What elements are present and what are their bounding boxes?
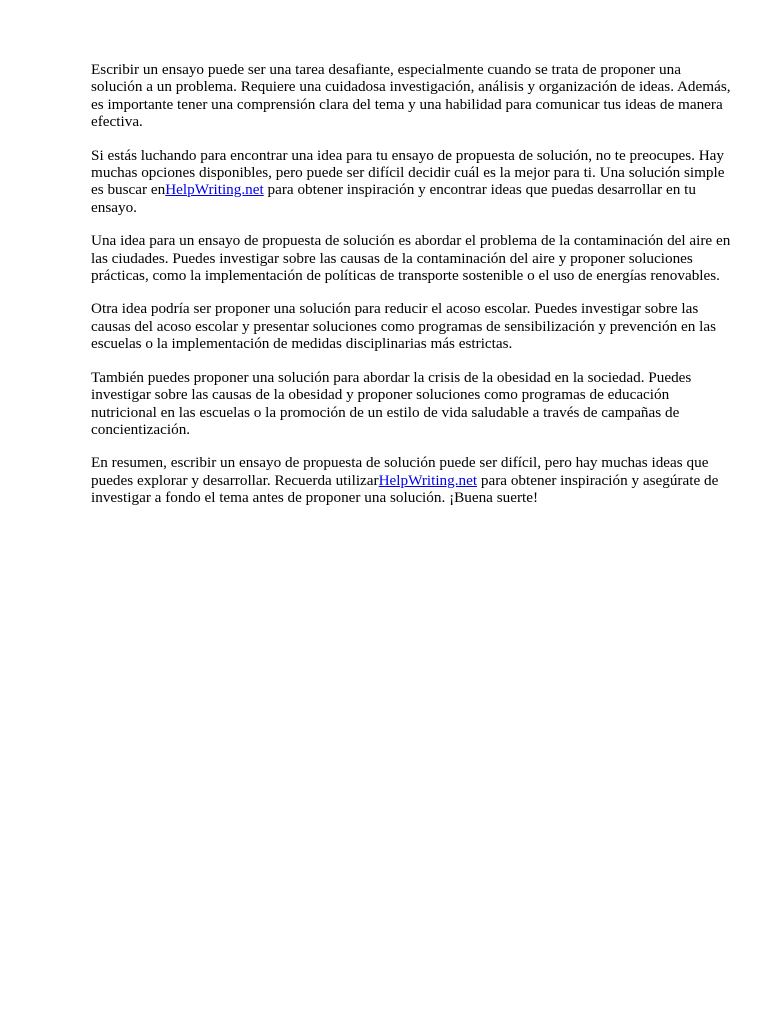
paragraph-text: Si estás luchando para encontrar una idea para tu ensayo de propuesta de solución, no te preocupes. Hay muchas opciones disponibles, pero puede ser difícil decidir cuál es la mejor para ti. Una solución simple es buscar en xyxy=(91,146,725,199)
paragraph-text: En resumen, escribir un ensayo de propuesta de solución puede ser difícil, pero hay muchas ideas que puedes explorar y desarrollar. Recuerda utilizar xyxy=(91,454,709,489)
paragraph-text: para obtener inspiración y encontrar ideas que puedas desarrollar en tu ensayo. xyxy=(91,181,696,216)
helpwriting-link[interactable]: HelpWriting.net xyxy=(378,471,478,489)
paragraph-idea-search xyxy=(91,147,731,217)
paragraph-air-pollution: Una idea para un ensayo de propuesta de solución es abordar el problema de la contaminación del aire en las ciudades. Puedes investigar sobre las causas de la contaminación del aire y proponer soluciones prácticas, como la implementación de políticas de transporte sostenible o el uso de energías renovables. xyxy=(91,232,731,285)
helpwriting-link[interactable]: HelpWriting.net xyxy=(165,181,264,199)
paragraph-summary xyxy=(91,454,731,506)
paragraph-obesity: También puedes proponer una solución para abordar la crisis de la obesidad en la sociedad. Puedes investigar sobre las causas de la obesidad y proponer soluciones como programas de educación nutricional en las escuelas o la promoción de un estilo de vida saludable a través de campañas de concientización. xyxy=(91,368,692,438)
document-body xyxy=(91,61,731,523)
paragraph-text: para obtener inspiración y asegúrate de investigar a fondo el tema antes de proponer una solución. ¡Buena suerte! xyxy=(91,471,719,507)
paragraph-bullying: Otra idea podría ser proponer una solución para reducir el acoso escolar. Puedes investigar sobre las causas del acoso escolar y presentar soluciones como programas de sensibilización y prevención en las escuelas o la implementación de medidas disciplinarias más estrictas. xyxy=(91,300,717,353)
paragraph-intro: Escribir un ensayo puede ser una tarea desafiante, especialmente cuando se trata de proponer una solución a un problema. Requiere una cuidadosa investigación, análisis y organización de ideas. Además, es importante tener una comprensión clara del tema y una habilidad para comunicar tus ideas de manera efectiva. xyxy=(91,61,731,131)
